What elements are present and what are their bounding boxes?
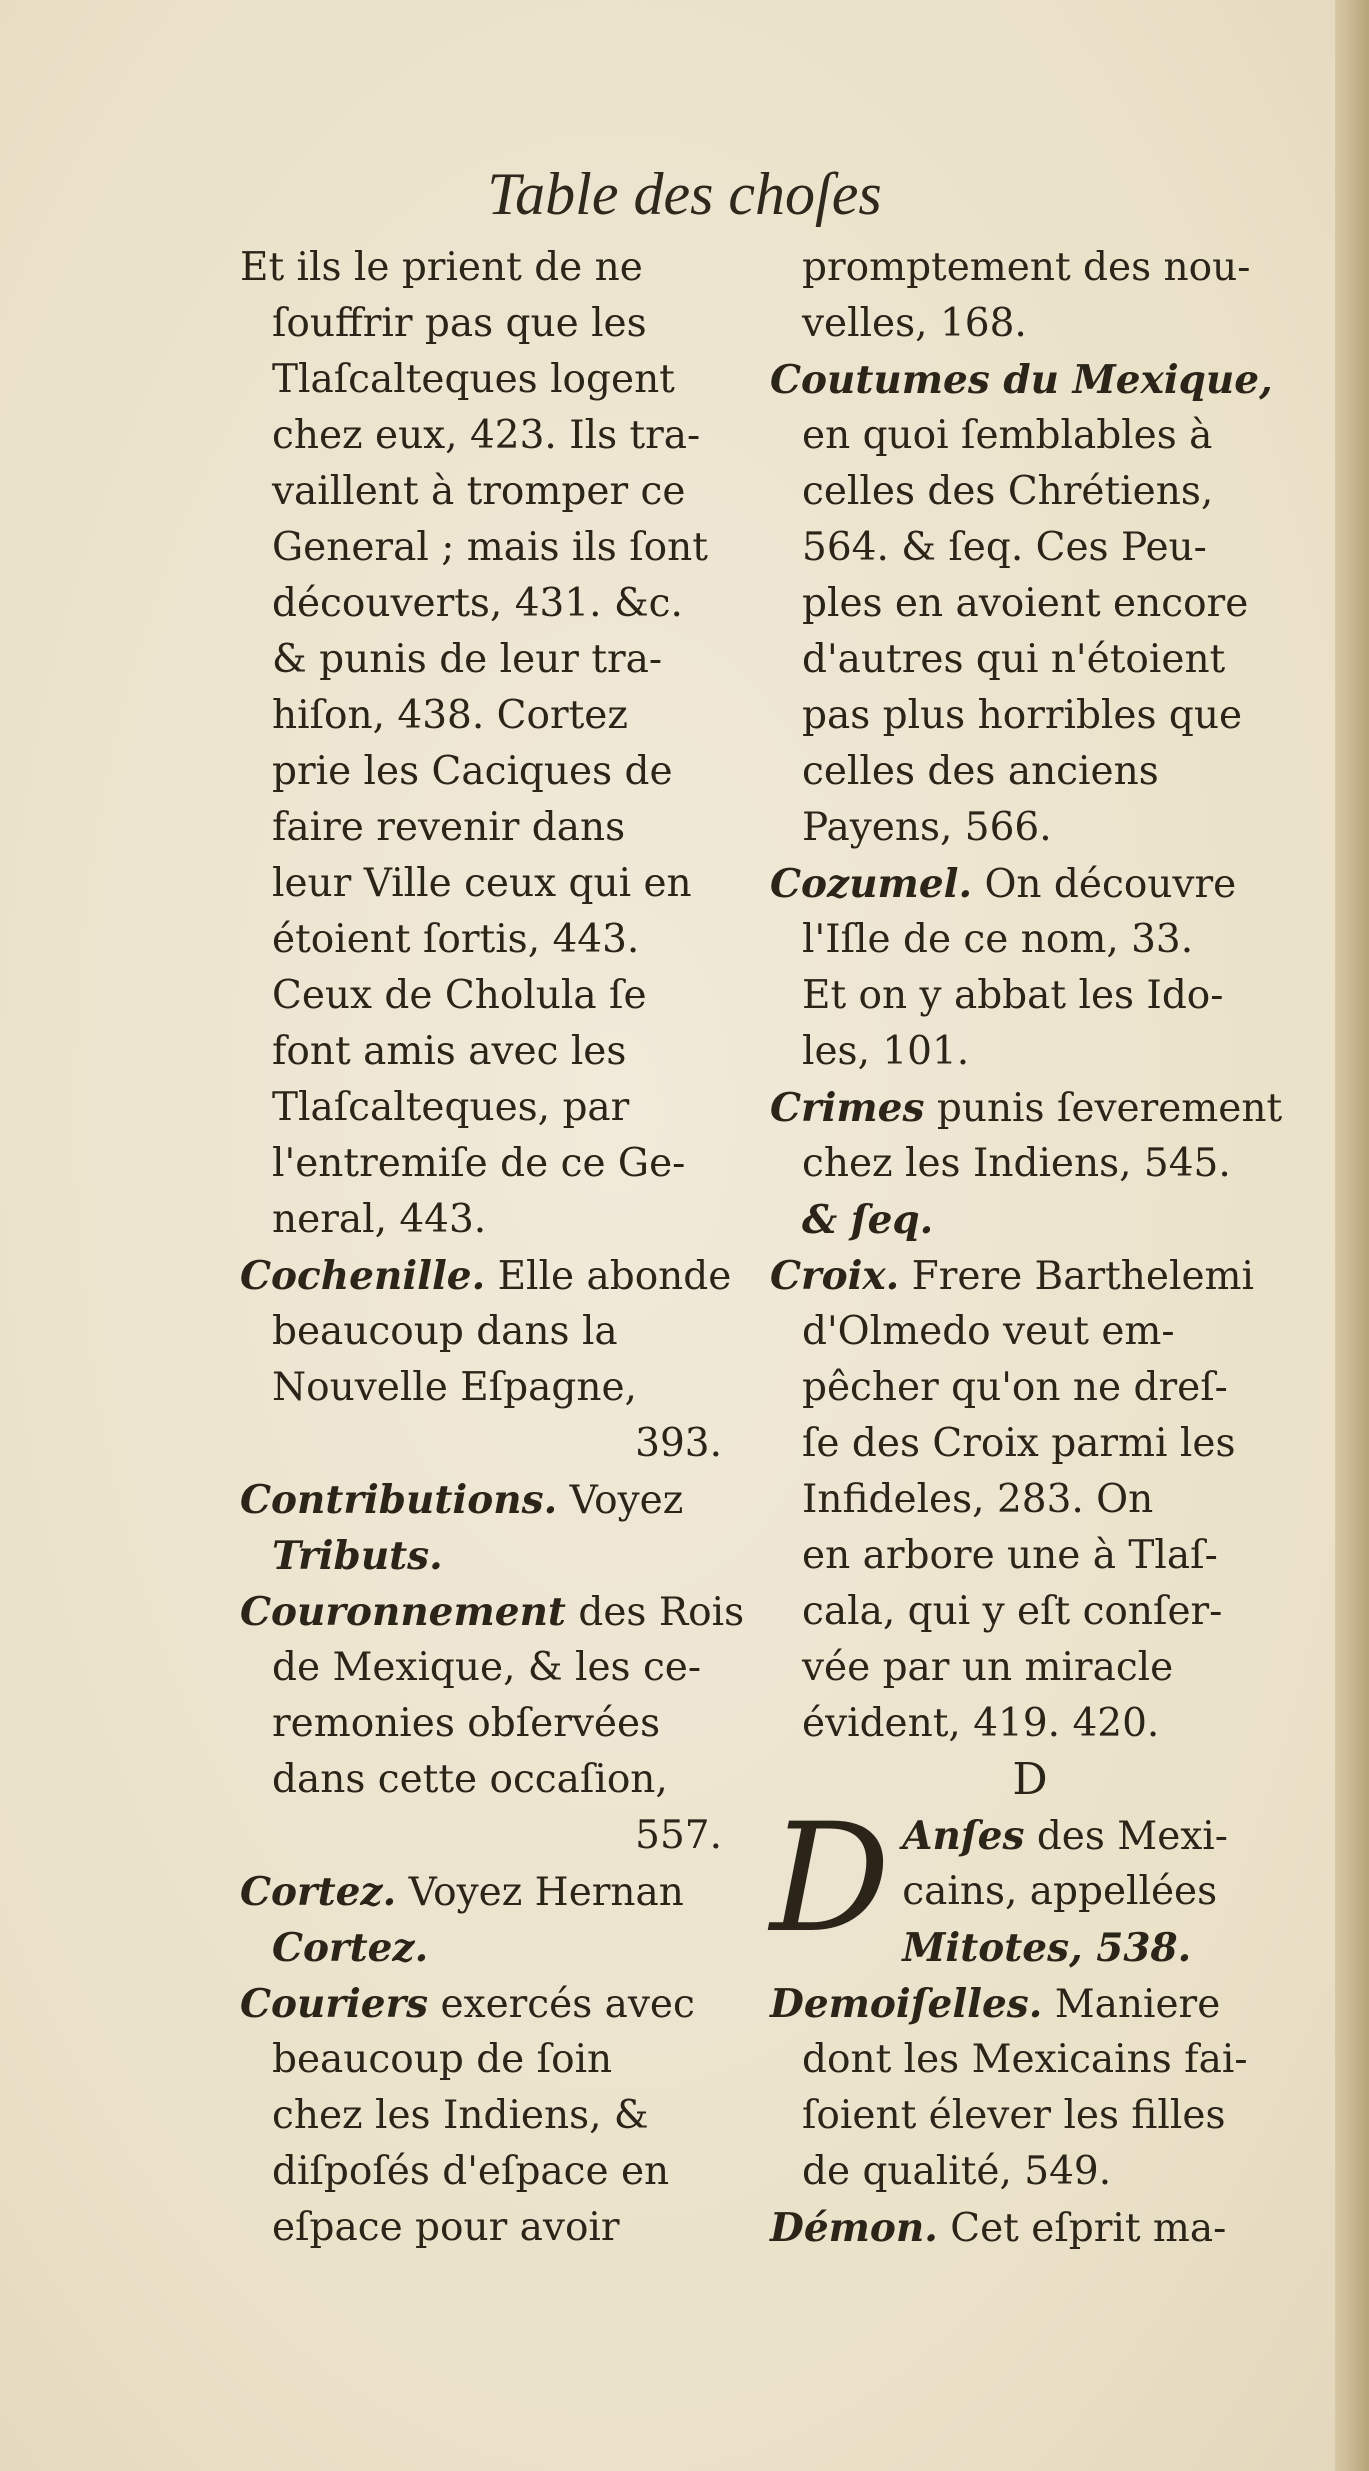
drop-cap: D (770, 1792, 891, 1966)
index-entry-contributions (240, 1472, 722, 1584)
entry-text: pas plus horribles que (802, 693, 1243, 738)
entry-term: Démon. (770, 2205, 938, 2251)
text-line: prie les Caciques de (272, 749, 673, 794)
page-reference: 393. (635, 1421, 722, 1466)
entry-text: Payens, 566. (802, 805, 1052, 850)
right-column (770, 240, 1290, 2256)
entry-text: beaucoup de ſoin (272, 2037, 613, 2082)
entry-text: Maniere (1054, 1982, 1221, 2027)
entry-text: eſpace pour avoir (272, 2205, 620, 2250)
entry-term: Contributions. (240, 1477, 558, 1523)
entry-text: Nouvelle Eſpagne, (272, 1365, 637, 1410)
entry-text: Tributs. (272, 1533, 443, 1579)
entry-text: Elle abonde (497, 1254, 732, 1299)
entry-text: diſpoſés d'eſpace en (272, 2149, 670, 2194)
text-line: velles, 168. (802, 301, 1027, 346)
text-line: chez eux, 423. Ils tra- (272, 413, 701, 458)
index-entry-couriers (240, 1976, 722, 2256)
entry-text: pêcher qu'on ne dreſ- (802, 1365, 1228, 1410)
text-line: Tlaſcalteques, par (272, 1085, 630, 1130)
entry-text: cains, appellées (902, 1869, 1218, 1914)
text-line: font amis avec les (272, 1029, 627, 1074)
entry-text: l'Iſle de ce nom, 33. (802, 917, 1194, 962)
index-entry-cochenille (240, 1248, 732, 1472)
entry-text: en quoi ſemblables à (802, 413, 1213, 458)
entry-text: Cortez. (272, 1925, 429, 1971)
text-line: ſouffrir pas que les (272, 301, 647, 346)
text-line: neral, 443. (272, 1197, 487, 1242)
entry-text: ſoient élever les filles (802, 2093, 1226, 2138)
entry-text: vée par un miracle (802, 1645, 1174, 1690)
entry-text: de Mexique, & les ce- (272, 1645, 702, 1690)
entry-term: Couriers (240, 1981, 429, 2027)
entry-text: ſe des Croix parmi les (802, 1421, 1236, 1466)
entry-text: Voyez (569, 1478, 684, 1523)
entry-text: punis ſeverement (936, 1086, 1283, 1131)
text-line: Tlaſcalteques logent (272, 357, 675, 402)
text-line: étoient ſortis, 443. (272, 917, 640, 962)
entry-term: Cozumel. (770, 861, 973, 907)
entry-text: Voyez Hernan (408, 1870, 684, 1915)
page-reference: 557. (635, 1813, 722, 1858)
entry-text: chez les Indiens, & (272, 2093, 649, 2138)
index-entry-couronnement (240, 1584, 745, 1864)
entry-text: exercés avec (440, 1982, 695, 2027)
entry-text: 564. & ſeq. Ces Peu- (802, 525, 1207, 570)
text-line: faire revenir dans (272, 805, 626, 850)
text-line: General ; mais ils ſont (272, 525, 708, 570)
entry-term: Crimes (770, 1085, 925, 1131)
entry-text: d'Olmedo veut em- (802, 1309, 1175, 1354)
entry-text: Infideles, 283. On (802, 1477, 1154, 1522)
entry-text: beaucoup dans la (272, 1309, 618, 1354)
index-entry-demoiselles (770, 1976, 1290, 2200)
index-entry-coutumes (770, 352, 1290, 856)
entry-term: Cochenille. (240, 1253, 486, 1299)
entry-text: celles des Chrétiens, (802, 469, 1214, 514)
entry-text: dans cette occaſion, (272, 1757, 668, 1802)
text-line: Ceux de Cholula ſe (272, 973, 647, 1018)
entry-text: ples en avoient encore (802, 581, 1249, 626)
text-line: leur Ville ceux qui en (272, 861, 692, 906)
text-line: découverts, 431. &c. (272, 581, 683, 626)
entry-term: Anſes (902, 1813, 1025, 1859)
entry-text: cala, qui y eſt conſer- (802, 1589, 1223, 1634)
section-letter: D (1012, 1754, 1048, 1805)
entry-text: chez les Indiens, 545. (802, 1141, 1231, 1186)
index-entry-demon (770, 2200, 1290, 2256)
entry-text: Frere Barthelemi (911, 1254, 1254, 1299)
entry-term: Coutumes du Mexique, (770, 357, 1273, 403)
entry-term: Cortez. (240, 1869, 397, 1915)
text-line: Et ils le prient de ne (240, 245, 643, 290)
index-entry-danses (770, 1792, 1290, 1976)
entry-text: Cet eſprit ma- (950, 2206, 1227, 2251)
entry-text: des Rois (578, 1590, 745, 1635)
text-line: l'entremiſe de ce Ge- (272, 1141, 686, 1186)
text-line: vaillent à tromper ce (272, 469, 686, 514)
text-line: promptement des nou- (802, 245, 1251, 290)
entry-text: dont les Mexicains fai- (802, 2037, 1248, 2082)
index-entry-cozumel (770, 856, 1290, 1080)
entry-text: d'autres qui n'étoient (802, 637, 1226, 682)
entry-term: Croix. (770, 1253, 900, 1299)
entry-text: évident, 419. 420. (802, 1701, 1160, 1746)
entry-text: celles des anciens (802, 749, 1159, 794)
entry-text: les, 101. (802, 1029, 970, 1074)
index-entry-croix (770, 1248, 1290, 1752)
index-entry-crimes (770, 1080, 1290, 1248)
text-line: & punis de leur tra- (272, 637, 663, 682)
left-column (240, 240, 745, 2256)
entry-term: Couronnement (240, 1589, 566, 1635)
index-entry-cortez (240, 1864, 722, 1976)
entry-text: de qualité, 549. (802, 2149, 1112, 2194)
entry-text: en arbore une à Tlaſ- (802, 1533, 1218, 1578)
page-edge (1335, 0, 1369, 2471)
entry-text: On découvre (984, 862, 1237, 907)
entry-text: Et on y abbat les Ido- (802, 973, 1224, 1018)
entry-text: des Mexi- (1036, 1814, 1228, 1859)
entry-term: Demoiſelles. (770, 1981, 1043, 2027)
entry-text: Mitotes, 538. (902, 1925, 1192, 1971)
entry-text: & ſeq. (802, 1197, 934, 1243)
text-line: hiſon, 438. Cortez (272, 693, 628, 738)
running-header: Table des choſes (487, 161, 882, 227)
entry-text: remonies obſervées (272, 1701, 661, 1746)
